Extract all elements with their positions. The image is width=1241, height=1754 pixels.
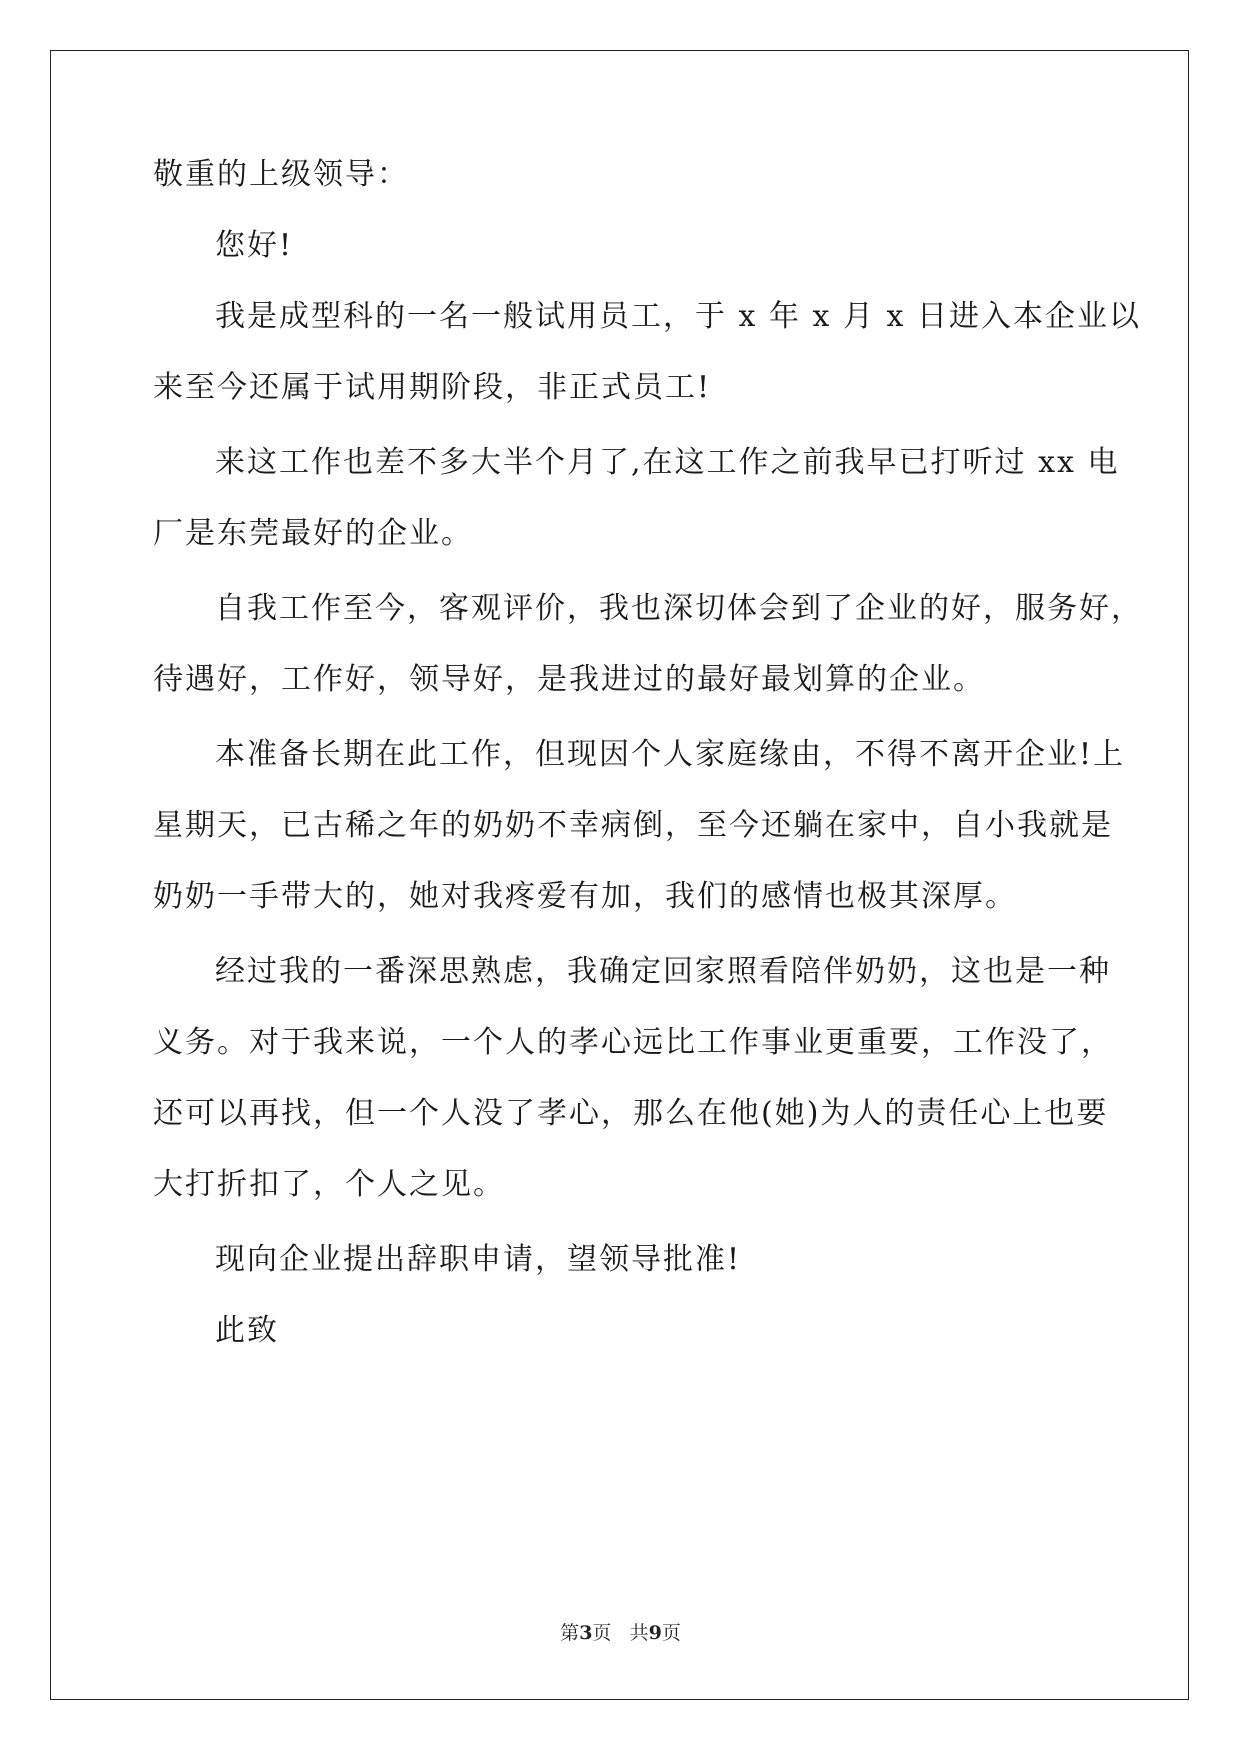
paragraph-1-line-2: 来至今还属于试用期阶段，非正式员工! xyxy=(153,370,712,405)
paragraph-5-line-2: 义务。对于我来说，一个人的孝心远比工作事业更重要，工作没了， xyxy=(153,1025,1113,1060)
letter-salutation: 敬重的上级领导： xyxy=(153,157,409,192)
paragraph-4-line-1: 本准备长期在此工作，但现因个人家庭缘由，不得不离开企业!上 xyxy=(215,737,1126,772)
page-unit: 页 xyxy=(592,1622,612,1644)
paragraph-1-line-1: 我是成型科的一名一般试用员工，于 x 年 x 月 x 日进入本企业以 xyxy=(215,299,1141,334)
page-prefix: 第 xyxy=(560,1622,580,1644)
paragraph-5-line-3: 还可以再找，但一个人没了孝心，那么在他(她)为人的责任心上也要 xyxy=(153,1096,1109,1131)
paragraph-4-line-3: 奶奶一手带大的，她对我疼爱有加，我们的感情也极其深厚。 xyxy=(153,879,1017,914)
paragraph-3-line-2: 待遇好，工作好，领导好，是我进过的最好最划算的企业。 xyxy=(153,662,985,697)
page-current: 3 xyxy=(579,1622,593,1644)
paragraph-2-line-2: 厂是东莞最好的企业。 xyxy=(153,516,473,551)
total-unit: 页 xyxy=(661,1622,681,1644)
page-total: 9 xyxy=(648,1622,662,1644)
paragraph-2-line-1: 来这工作也差不多大半个月了,在这工作之前我早已打听过 xx 电 xyxy=(215,445,1120,480)
paragraph-5-line-1: 经过我的一番深思熟虑，我确定回家照看陪伴奶奶，这也是一种 xyxy=(215,954,1111,989)
paragraph-4-line-2: 星期天，已古稀之年的奶奶不幸病倒，至今还躺在家中，自小我就是 xyxy=(153,808,1113,843)
paragraph-3-line-1: 自我工作至今，客观评价，我也深切体会到了企业的好，服务好， xyxy=(215,591,1143,626)
letter-closing: 此致 xyxy=(215,1313,279,1348)
total-prefix: 共 xyxy=(629,1622,649,1644)
paragraph-6: 现向企业提出辞职申请，望领导批准! xyxy=(215,1242,742,1277)
page-number-footer xyxy=(0,1621,1241,1645)
letter-greeting: 您好! xyxy=(215,228,294,263)
paragraph-5-line-4: 大打折扣了，个人之见。 xyxy=(153,1167,505,1202)
